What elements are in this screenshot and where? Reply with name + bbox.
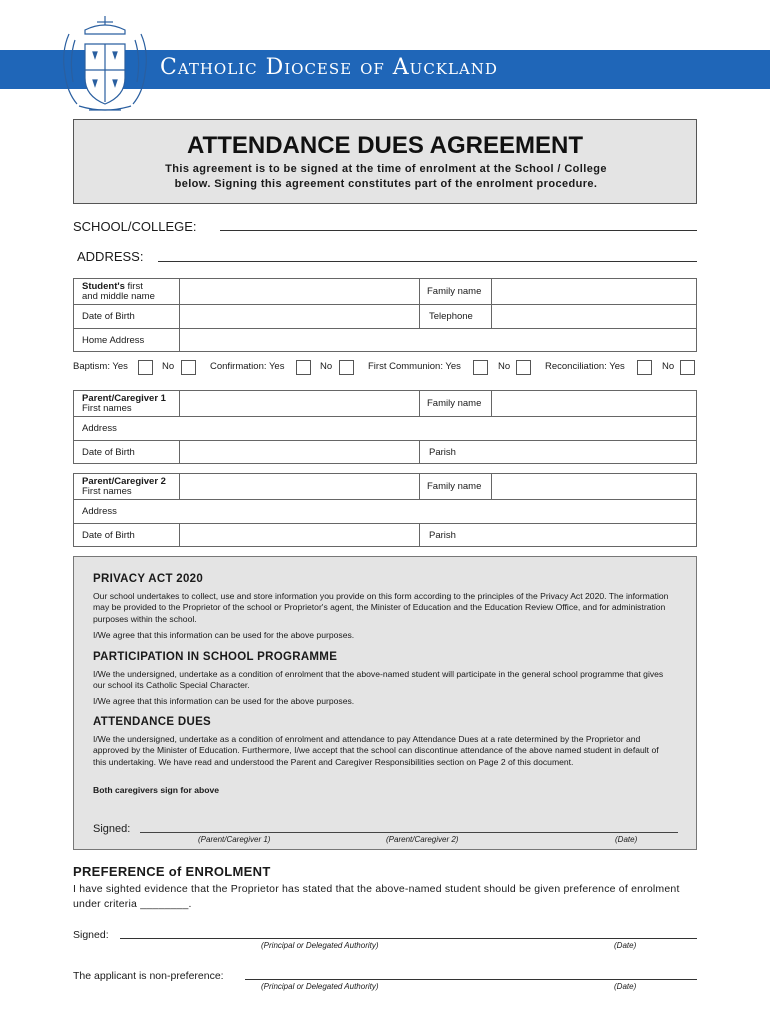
preference-signed-label: Signed: xyxy=(73,929,109,941)
baptism-no-checkbox[interactable] xyxy=(181,360,196,375)
student-home-address-row xyxy=(74,328,696,352)
parent2-dob-row xyxy=(74,523,696,547)
parent2-first-names-input[interactable] xyxy=(179,474,419,499)
caption-principal-2: (Principal or Delegated Authority) xyxy=(261,982,379,991)
page-title: ATTENDANCE DUES AGREEMENT xyxy=(186,132,583,159)
parent1-first-names-label: Parent/Caregiver 1 First names xyxy=(82,393,166,414)
student-details-table xyxy=(73,278,697,352)
participation-agree-text: I/We agree that this information can be used for the above purposes. xyxy=(93,696,355,706)
parent2-family-name-input[interactable] xyxy=(491,474,698,499)
parent1-dob-input[interactable] xyxy=(179,441,419,464)
parent1-parish-cell[interactable] xyxy=(419,441,698,464)
student-dob-label: Date of Birth xyxy=(82,311,135,322)
agreement-panel xyxy=(73,556,697,850)
baptism-yes-checkbox[interactable] xyxy=(138,360,153,375)
parent2-table xyxy=(73,473,697,547)
subtitle-line-1: This agreement is to be signed at the time of enrolment at the School / College xyxy=(165,163,607,175)
preference-signature-line[interactable] xyxy=(120,938,697,939)
school-college-label: SCHOOL/COLLEGE: xyxy=(73,219,197,234)
org-name: Catholic Diocese of Auckland xyxy=(160,55,498,80)
preference-heading: PREFERENCE of ENROLMENT xyxy=(73,864,271,879)
participation-heading: PARTICIPATION IN SCHOOL PROGRAMME xyxy=(93,651,338,663)
confirmation-no-label: No xyxy=(320,361,333,372)
parent1-address-row xyxy=(74,416,696,440)
parent1-dob-label: Date of Birth xyxy=(82,447,135,458)
parent1-first-names-input[interactable] xyxy=(179,391,419,416)
parent1-address-label: Address xyxy=(82,423,117,434)
caption-date: (Date) xyxy=(615,835,638,844)
student-telephone-input[interactable] xyxy=(491,305,698,328)
parent2-address-label: Address xyxy=(82,506,117,517)
first-communion-yes-checkbox[interactable] xyxy=(473,360,488,375)
confirmation-yes-label: Confirmation: Yes xyxy=(210,361,285,372)
address-field[interactable] xyxy=(158,261,697,262)
first-communion-no-checkbox[interactable] xyxy=(516,360,531,375)
parent2-parish-label: Parish xyxy=(429,530,456,541)
diocese-crest-icon xyxy=(55,12,155,116)
first-communion-no-label: No xyxy=(498,361,511,372)
parent1-name-row xyxy=(74,391,696,416)
student-family-name-label: Family name xyxy=(427,286,482,297)
parent2-parish-cell[interactable] xyxy=(419,524,698,547)
student-home-address-input[interactable] xyxy=(179,329,698,352)
parent2-family-name-label: Family name xyxy=(427,481,482,492)
both-sign-note: Both caregivers sign for above xyxy=(93,785,220,795)
parent1-parish-label: Parish xyxy=(429,447,456,458)
caption-date-3: (Date) xyxy=(614,982,637,991)
reconciliation-yes-checkbox[interactable] xyxy=(637,360,652,375)
parent1-family-name-label: Family name xyxy=(427,398,482,409)
baptism-yes-label: Baptism: Yes xyxy=(73,361,128,372)
student-name-row xyxy=(74,279,696,304)
parent2-name-row xyxy=(74,474,696,499)
parent1-family-name-cell xyxy=(419,391,491,416)
reconciliation-yes-label: Reconciliation: Yes xyxy=(545,361,625,372)
student-family-name-cell xyxy=(419,279,491,304)
baptism-no-label: No xyxy=(162,361,175,372)
privacy-agree-text: I/We agree that this information can be used for the above purposes. xyxy=(93,630,355,640)
caption-principal: (Principal or Delegated Authority) xyxy=(261,941,379,950)
confirmation-yes-checkbox[interactable] xyxy=(296,360,311,375)
subtitle-line-2: below. Signing this agreement constitutes part of the enrolment procedure. xyxy=(174,178,598,190)
participation-text: I/We the undersigned, undertake as a condition of enrolment that the above-named student will participate in the general school programme that gives our school its Catholic Special Character. xyxy=(93,669,664,691)
student-telephone-cell xyxy=(419,305,491,328)
confirmation-no-checkbox[interactable] xyxy=(339,360,354,375)
privacy-text: Our school undertakes to collect, use and store information you provide on this form according to the principles of the Privacy Act 2020. The information may be provided to the Proprietor of the school or Proprietor's agent, the Minister of Education and the Education Review Office, and for administration purposes within the school. xyxy=(93,591,669,624)
page-subtitle xyxy=(114,162,658,192)
student-family-name-input[interactable] xyxy=(491,279,698,304)
parent1-family-name-input[interactable] xyxy=(491,391,698,416)
student-telephone-label: Telephone xyxy=(429,311,473,322)
dues-heading: ATTENDANCE DUES xyxy=(93,716,212,728)
privacy-heading: PRIVACY ACT 2020 xyxy=(93,573,204,585)
parent2-family-name-cell xyxy=(419,474,491,499)
reconciliation-no-label: No xyxy=(662,361,675,372)
parent2-dob-label: Date of Birth xyxy=(82,530,135,541)
caption-parent2: (Parent/Caregiver 2) xyxy=(386,835,459,844)
parent2-dob-input[interactable] xyxy=(179,524,419,547)
school-college-field[interactable] xyxy=(220,230,697,231)
student-first-name-input[interactable] xyxy=(179,279,419,304)
parent1-dob-row xyxy=(74,440,696,464)
student-home-address-label: Home Address xyxy=(82,335,145,346)
address-label: ADDRESS: xyxy=(77,249,144,264)
parent1-table xyxy=(73,390,697,464)
reconciliation-no-checkbox[interactable] xyxy=(680,360,695,375)
non-preference-signature-line[interactable] xyxy=(245,979,697,980)
first-communion-yes-label: First Communion: Yes xyxy=(368,361,461,372)
parent2-address-row xyxy=(74,499,696,523)
caption-parent1: (Parent/Caregiver 1) xyxy=(198,835,271,844)
preference-text: I have sighted evidence that the Proprietor has stated that the above-named student should be given preference of enrolment under criteria ________. xyxy=(73,883,680,910)
dues-signed-label: Signed: xyxy=(93,823,131,835)
caption-date-2: (Date) xyxy=(614,941,637,950)
student-dob-row xyxy=(74,304,696,328)
dues-text: I/We the undersigned, undertake as a condition of enrolment and attendance to pay Attendance Dues at a rate determined by the Proprietor and approved by the Minister of Education. Furthermore, I/we accept that the school can discontinue attendance of the above named student in default of this undertaking. We have read and understood the Parent and Caregiver Responsibilities section on Page 2 of this document. xyxy=(93,734,659,767)
dues-signature-line[interactable] xyxy=(140,832,678,833)
student-dob-input[interactable] xyxy=(179,305,419,328)
title-panel xyxy=(73,119,697,204)
student-first-name-label: Student's first and middle name xyxy=(82,281,155,302)
parent2-first-names-label: Parent/Caregiver 2 First names xyxy=(82,476,166,497)
non-preference-label: The applicant is non-preference: xyxy=(73,970,224,982)
